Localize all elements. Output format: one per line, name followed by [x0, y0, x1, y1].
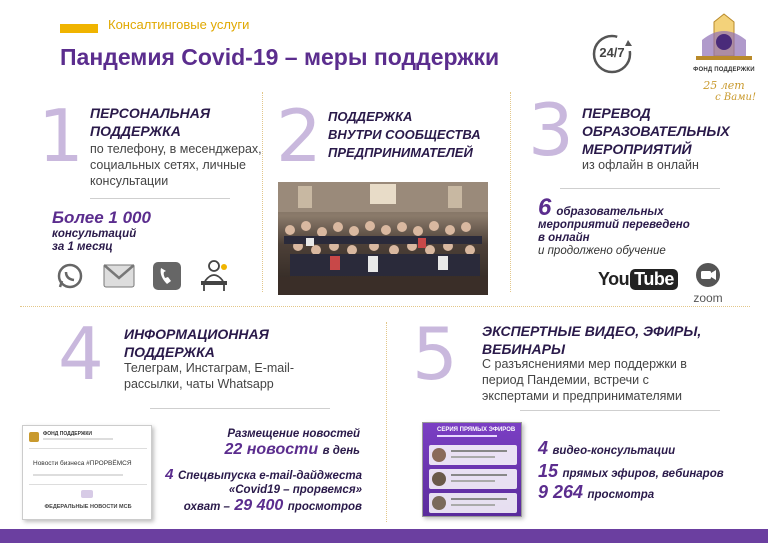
- section-5-title-line: ВЕБИНАРЫ: [482, 341, 565, 357]
- support-247-icon: [584, 32, 640, 78]
- video-stats: [538, 438, 758, 503]
- column-divider-2: [510, 92, 511, 292]
- digest-quote: «Covid19 – прорвемся»: [228, 484, 362, 496]
- consultation-icon: [198, 258, 230, 292]
- webinar-item: [429, 469, 517, 489]
- events-moved-label: мероприятий переведено: [538, 219, 690, 231]
- section-4-title-line: ПОДДЕРЖКА: [124, 344, 215, 360]
- webinar-item-line: [451, 480, 495, 482]
- youtube-logo: [598, 266, 678, 292]
- newsletter-headline: Новости бизнеса #ПРОРВЁМСЯ: [33, 460, 132, 467]
- section-5-title: [482, 322, 701, 358]
- section-1-subtitle: по телефону, в месенджерах, социальных сетях, личные консультации: [90, 142, 262, 188]
- newsletter-line: [33, 474, 123, 476]
- webinar-item-line: [451, 450, 507, 452]
- section-3-number: 3: [528, 88, 574, 172]
- section-5-divider: [520, 410, 720, 411]
- logo-tagline: с Вами!: [715, 92, 756, 103]
- digest-count: 4: [165, 466, 174, 483]
- views-count: 9 264: [538, 482, 584, 502]
- speaker-avatar: [432, 496, 446, 510]
- zoom-logo: [686, 262, 730, 305]
- section-4-title: [124, 325, 269, 361]
- webinar-title-bar: [437, 435, 497, 437]
- news-label: Размещение новостей: [227, 428, 360, 440]
- events-count: 6: [538, 194, 552, 221]
- webinar-item: [429, 493, 517, 513]
- section-3-title: [582, 104, 730, 158]
- views-label: просмотра: [587, 489, 655, 501]
- foundation-logo: [692, 12, 756, 102]
- section-2-title-line: ВНУТРИ СООБЩЕСТВА: [328, 127, 481, 142]
- webinar-item-line: [451, 456, 495, 458]
- video-stat-row: [538, 461, 758, 482]
- section-5-subtitle: С разъяснениями мер поддержки в период Пандемии, встречи с экспертами и предпринимателями: [482, 357, 687, 403]
- section-3-subtitle: из офлайн в онлайн: [582, 158, 699, 172]
- digest-row: [150, 466, 362, 484]
- webinar-item-line: [451, 498, 507, 500]
- events-label: образовательных: [556, 206, 664, 218]
- youtube-tube-box: Tube: [630, 269, 678, 290]
- video-consultations-label: видео-консультации: [552, 445, 676, 457]
- newsletter-footer: ФЕДЕРАЛЬНЫЕ НОВОСТИ МСБ: [44, 504, 132, 510]
- section-2-title-line: ПОДДЕРЖКА: [328, 109, 413, 124]
- section-2-title-line: ПРЕДПРИНИМАТЕЛЕЙ: [328, 145, 473, 160]
- badge-247-text: 24/7: [599, 45, 625, 60]
- news-stats: [160, 428, 360, 459]
- newsletter-dot-icon: [81, 490, 93, 498]
- video-stat-row: [538, 482, 758, 503]
- reach-label: охват –: [183, 501, 230, 513]
- webinar-item: [429, 445, 517, 465]
- news-suffix: в день: [322, 445, 360, 457]
- section-3-stats: [538, 194, 738, 258]
- section-4-title-line: ИНФОРМАЦИОННАЯ: [124, 326, 269, 342]
- speaker-avatar: [432, 448, 446, 462]
- webinar-item-line: [451, 504, 495, 506]
- column-divider-1: [262, 92, 263, 292]
- live-streams-label: прямых эфиров, вебинаров: [562, 468, 724, 480]
- section-3-title-line: ОБРАЗОВАТЕЛЬНЫХ: [582, 123, 730, 139]
- column-divider-3: [386, 322, 387, 522]
- youtube-you-text: You: [598, 268, 630, 289]
- events-continued-label: и продолжено обучение: [538, 245, 666, 257]
- whatsapp-icon: [56, 262, 84, 290]
- community-photo: [278, 182, 488, 295]
- speaker-avatar: [432, 472, 446, 486]
- section-1-divider: [90, 198, 230, 199]
- reach-count: 29 400: [234, 497, 284, 514]
- section-1-number: 1: [38, 94, 84, 178]
- section-2-number: 2: [276, 94, 322, 178]
- section-3-title-line: МЕРОПРИЯТИЙ: [582, 141, 692, 157]
- digest-stats: [150, 466, 362, 515]
- digest-label: Спецвыпуска e-mail-дайджеста: [177, 470, 362, 482]
- newsletter-divider: [29, 448, 147, 449]
- reach-suffix: просмотров: [287, 501, 362, 513]
- email-icon: [102, 262, 136, 290]
- section-4-divider: [150, 408, 330, 409]
- newsletter-divider: [29, 484, 147, 485]
- webinar-title: СЕРИЯ ПРЯМЫХ ЭФИРОВ: [437, 427, 516, 433]
- phone-icon: [152, 261, 182, 291]
- section-3-title-line: ПЕРЕВОД: [582, 105, 651, 121]
- consultations-headline: Более 1 000: [52, 208, 151, 227]
- webinar-series-preview: [422, 422, 522, 517]
- webinar-item-line: [451, 474, 507, 476]
- section-1-title: [90, 104, 210, 140]
- row-divider: [20, 306, 750, 307]
- logo-anniversary: 25 лет: [703, 79, 745, 92]
- section-4-number: 4: [58, 312, 104, 396]
- section-1-stats: [52, 208, 151, 254]
- category-label: Консалтинговые услуги: [108, 17, 250, 32]
- section-1-title-line: ПОДДЕРЖКА: [90, 123, 181, 139]
- newsletter-org: ФОНД ПОДДЕРЖКИ: [43, 431, 93, 437]
- video-stat-row: [538, 438, 758, 459]
- events-online-label: в онлайн: [538, 232, 590, 244]
- section-2-title: [328, 108, 481, 162]
- section-4-subtitle: Телеграм, Инстаграм, E-mail-рассылки, чаты Whatsapp: [124, 361, 294, 391]
- newsletter-preview: [22, 425, 152, 520]
- category-marker: [60, 24, 98, 33]
- video-consultations-count: 4: [538, 438, 549, 458]
- section-5-number: 5: [412, 312, 458, 396]
- zoom-text: zoom: [693, 291, 723, 305]
- consultations-label: консультаций: [52, 228, 137, 240]
- section-1-title-line: ПЕРСОНАЛЬНАЯ: [90, 105, 211, 121]
- news-count-row: [160, 441, 360, 459]
- live-streams-count: 15: [538, 461, 559, 481]
- footer-bar: [0, 529, 768, 543]
- section-3-divider: [560, 188, 720, 189]
- section-5-title-line: ЭКСПЕРТНЫЕ ВИДЕО, ЭФИРЫ,: [482, 323, 702, 339]
- logo-org-name: ФОНД ПОДДЕРЖКИ: [693, 67, 755, 73]
- reach-row: [150, 497, 362, 515]
- news-count: 22 новости: [224, 441, 319, 458]
- consultations-period: за 1 месяц: [52, 241, 113, 253]
- newsletter-logo-icon: [29, 432, 39, 442]
- page-title: Пандемия Covid-19 – меры поддержки: [60, 44, 500, 70]
- newsletter-line: [43, 438, 113, 440]
